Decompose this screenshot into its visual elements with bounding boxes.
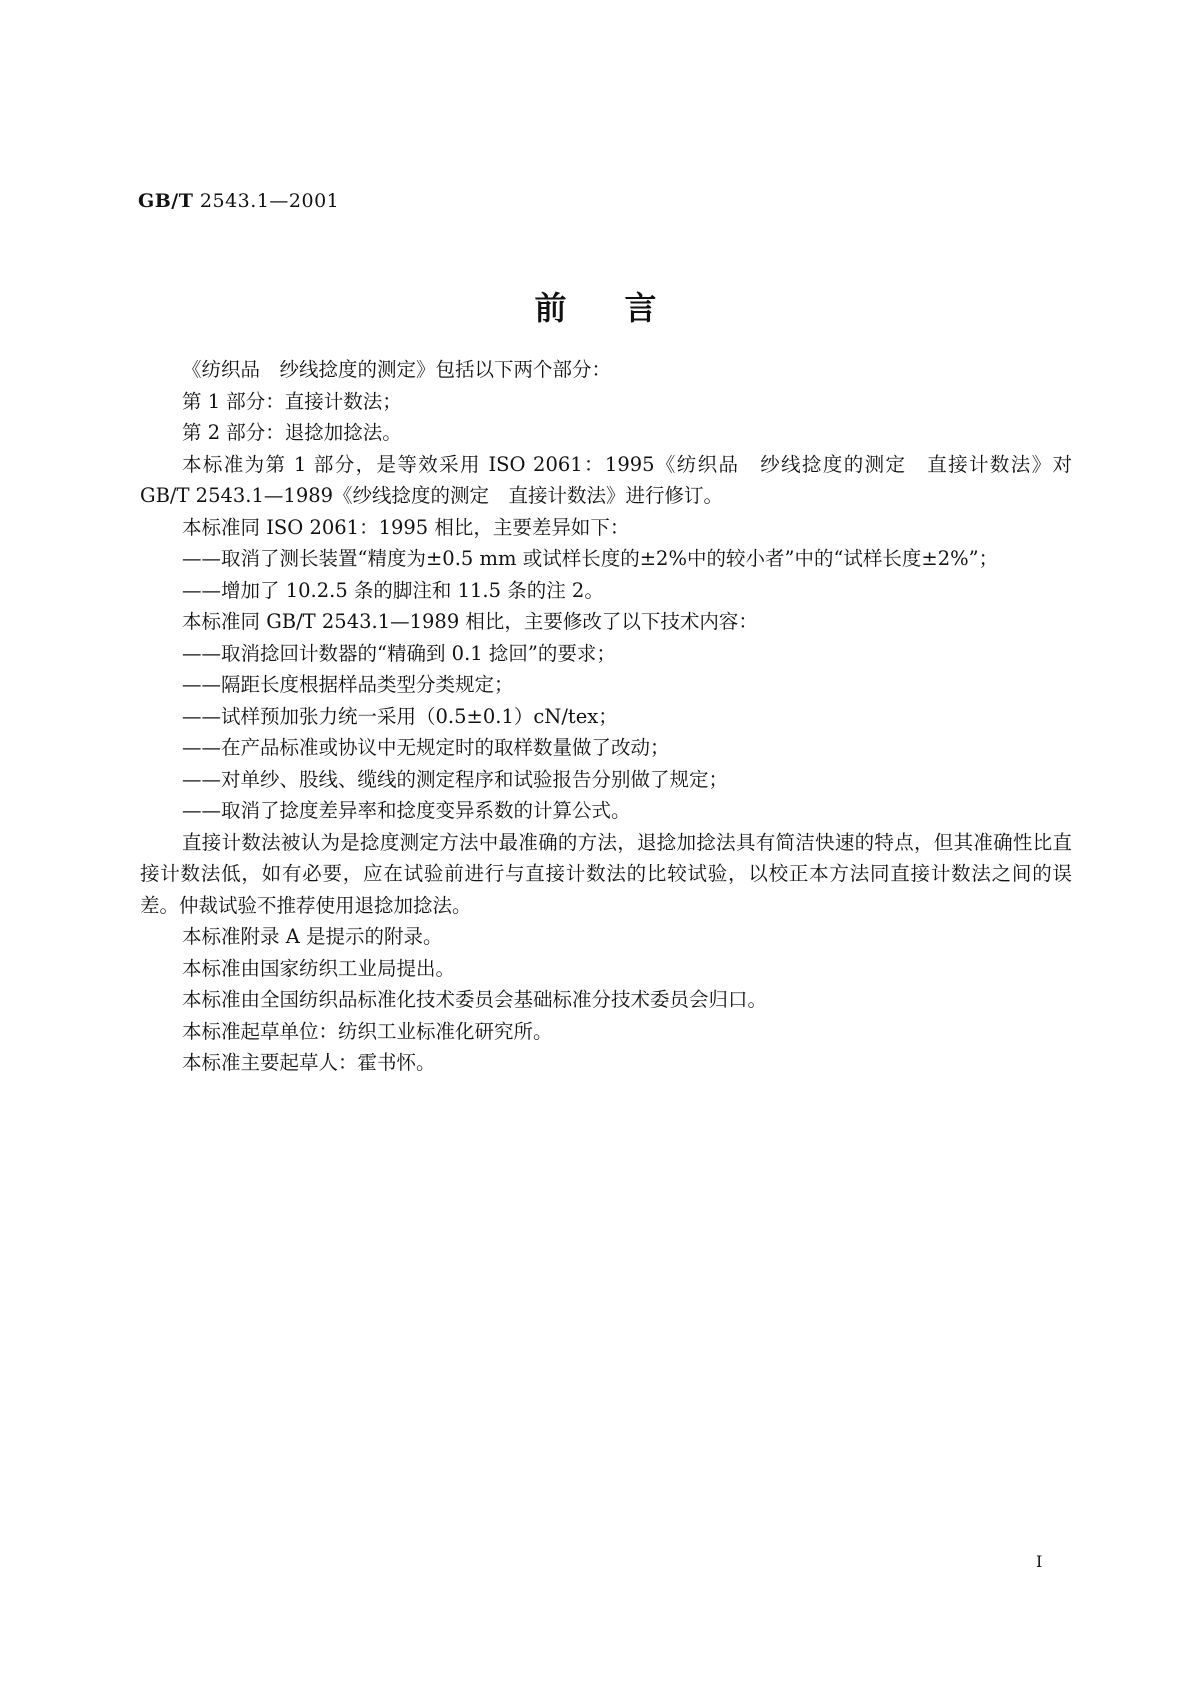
paragraph: 本标准同 ISO 2061：1995 相比，主要差异如下： xyxy=(182,515,630,539)
paragraph: 本标准起草单位：纺织工业标准化研究所。 xyxy=(182,1019,553,1043)
standard-code-prefix: GB/T xyxy=(138,190,194,212)
list-item: ——对单纱、股线、缆线的测定程序和试验报告分别做了规定； xyxy=(182,767,729,791)
standard-code xyxy=(138,190,339,212)
list-item: ——取消捻回计数器的“精确到 0.1 捻回”的要求； xyxy=(182,641,616,665)
list-item: ——试样预加张力统一采用（0.5±0.1）cN/tex； xyxy=(182,704,618,728)
list-item: ——取消了测长装置“精度为±0.5 mm 或试样长度的±2%中的较小者”中的“试样长度±2%”； xyxy=(182,547,999,570)
foreword-body xyxy=(140,354,1072,1079)
page-number: I xyxy=(1036,1552,1043,1571)
paragraph: 直接计数法被认为是捻度测定方法中最准确的方法，退捻加捻法具有简洁快速的特点，但其准确性比直接计数法低，如有必要，应在试验前进行与直接计数法的比较试验，以校正本方法同直接计数法之间的误差。仲裁试验不推荐使用退捻加捻法。 xyxy=(140,830,1072,917)
list-item: ——取消了捻度差异率和捻度变异系数的计算公式。 xyxy=(182,799,631,822)
paragraph: 第 1 部分：直接计数法； xyxy=(182,389,402,413)
paragraph: 本标准同 GB/T 2543.1—1989 相比，主要修改了以下技术内容： xyxy=(182,610,758,633)
list-item: ——在产品标准或协议中无规定时的取样数量做了改动； xyxy=(182,736,670,759)
paragraph: 本标准附录 A 是提示的附录。 xyxy=(182,925,443,948)
paragraph: 本标准主要起草人：霍书怀。 xyxy=(182,1051,436,1074)
paragraph: 第 2 部分：退捻加捻法。 xyxy=(182,421,402,444)
standard-code-number: 2543.1—2001 xyxy=(199,190,340,212)
page-title: 前言 xyxy=(534,289,715,327)
paragraph: 本标准为第 1 部分，是等效采用 ISO 2061：1995《纺织品 纱线捻度的测定 直接计数法》对 GB/T 2543.1—1989《纱线捻度的测定 直接计数法》进行修订。 xyxy=(140,452,1072,507)
paragraph: 《纺织品 纱线捻度的测定》包括以下两个部分： xyxy=(182,358,612,381)
list-item: ——隔距长度根据样品类型分类规定； xyxy=(182,673,514,696)
paragraph: 本标准由国家纺织工业局提出。 xyxy=(182,956,456,980)
paragraph: 本标准由全国纺织品标准化技术委员会基础标准分技术委员会归口。 xyxy=(182,988,768,1011)
list-item: ——增加了 10.2.5 条的脚注和 11.5 条的注 2。 xyxy=(182,578,604,602)
